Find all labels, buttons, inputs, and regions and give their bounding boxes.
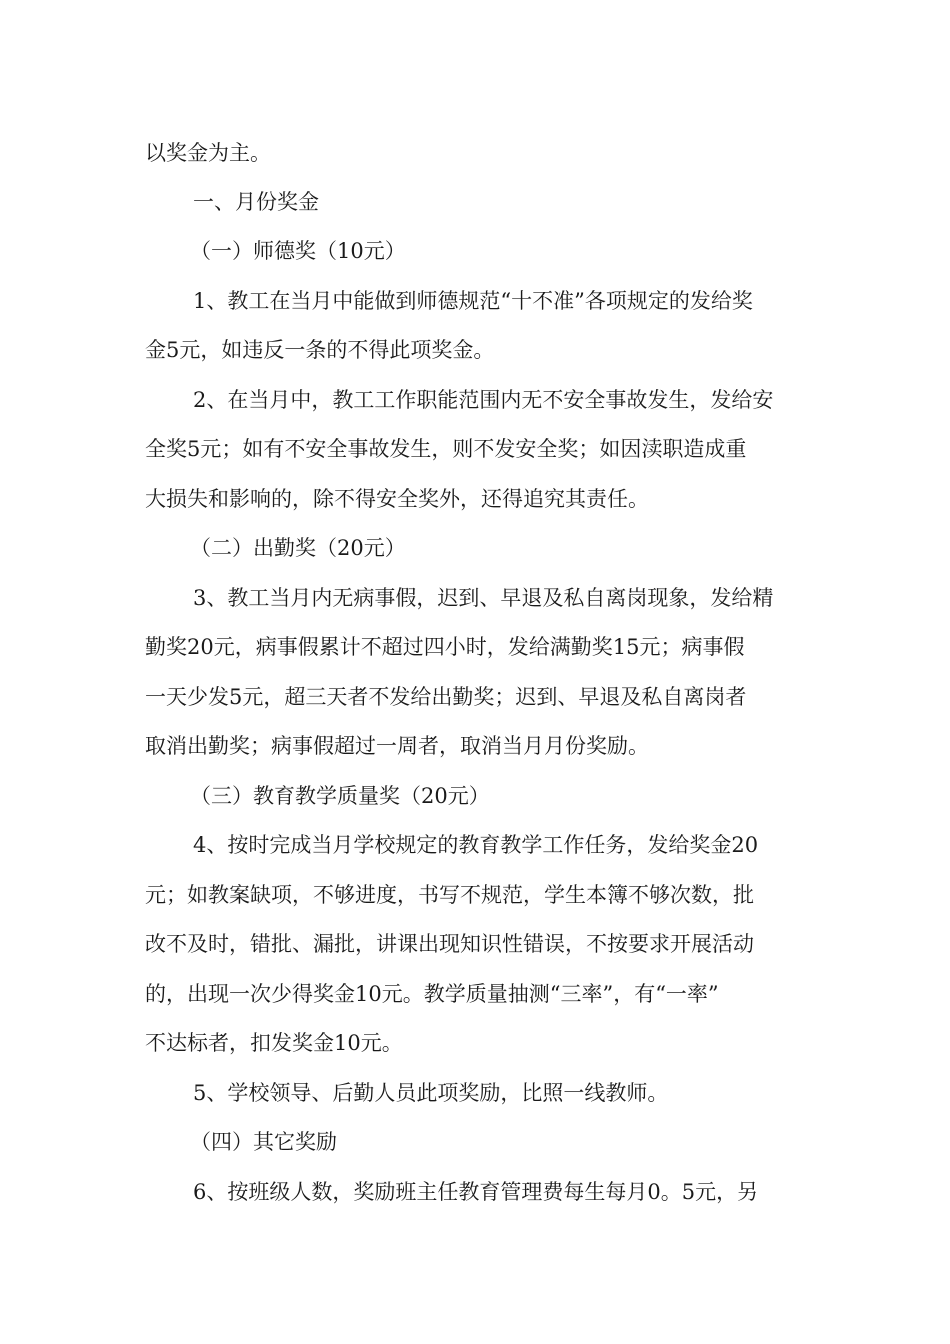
paragraph-item-2-line-2: 全奖5元；如有不安全事故发生，则不发安全奖；如因渎职造成重	[145, 437, 747, 461]
subsection-heading-ethics-bonus: （一）师德奖（10元）	[190, 239, 406, 263]
subsection-heading-attendance-bonus: （二）出勤奖（20元）	[190, 536, 406, 560]
paragraph-item-3-line-2: 勤奖20元，病事假累计不超过四小时，发给满勤奖15元；病事假	[145, 635, 745, 659]
paragraph-item-2-line-1: 2、在当月中，教工工作职能范围内无不安全事故发生，发给安	[193, 388, 774, 412]
paragraph-item-3-line-1: 3、教工当月内无病事假，迟到、早退及私自离岗现象，发给精	[193, 586, 774, 610]
paragraph-item-4-line-1: 4、按时完成当月学校规定的教育教学工作任务，发给奖金20	[193, 833, 759, 857]
paragraph-item-2-line-3: 大损失和影响的，除不得安全奖外，还得追究其责任。	[145, 487, 649, 511]
paragraph-item-3-line-3: 一天少发5元，超三天者不发给出勤奖；迟到、早退及私自离岗者	[145, 685, 747, 709]
paragraph-continuation: 以奖金为主。	[145, 141, 271, 165]
paragraph-item-4-line-3: 改不及时，错批、漏批，讲课出现知识性错误，不按要求开展活动	[145, 932, 754, 956]
paragraph-item-5: 5、学校领导、后勤人员此项奖励，比照一线教师。	[193, 1081, 669, 1105]
section-heading-monthly-bonus: 一、月份奖金	[193, 190, 319, 214]
paragraph-item-3-line-4: 取消出勤奖；病事假超过一周者，取消当月月份奖励。	[145, 734, 649, 758]
subsection-heading-teaching-quality-bonus: （三）教育教学质量奖（20元）	[190, 784, 490, 808]
paragraph-item-4-line-5: 不达标者，扣发奖金10元。	[145, 1031, 403, 1055]
paragraph-item-4-line-2: 元；如教案缺项，不够进度，书写不规范，学生本簿不够次数，批	[145, 883, 754, 907]
subsection-heading-other-rewards: （四）其它奖励	[190, 1130, 337, 1154]
paragraph-item-4-line-4: 的，出现一次少得奖金10元。教学质量抽测“三率”，有“一率”	[145, 982, 719, 1006]
paragraph-item-6-line-1: 6、按班级人数，奖励班主任教育管理费每生每月0。5元，另	[193, 1180, 759, 1204]
paragraph-item-1-line-2: 金5元，如违反一条的不得此项奖金。	[145, 338, 495, 362]
paragraph-item-1-line-1: 1、教工在当月中能做到师德规范“十不准”各项规定的发给奖	[193, 289, 753, 313]
